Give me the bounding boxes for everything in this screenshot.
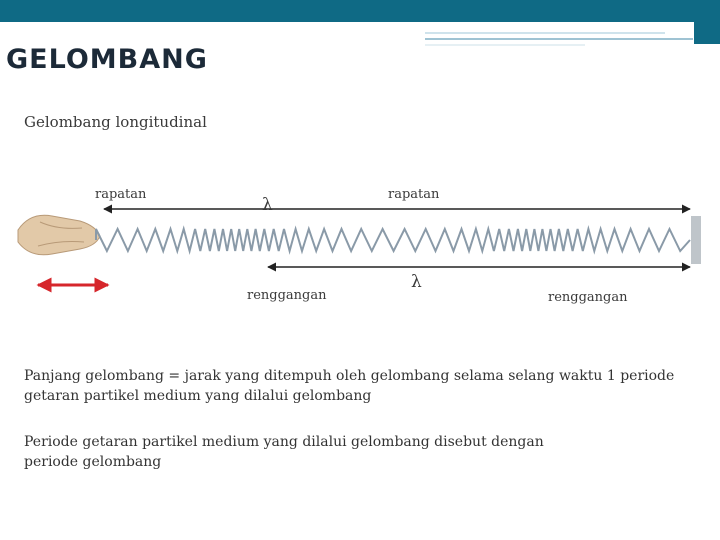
compression-label-right: rapatan [388,187,440,202]
period-definition [24,432,664,472]
compression-label-left: rapatan [95,187,147,202]
wavelength-definition [24,366,675,406]
paragraph-line: getaran partikel medium yang dilalui gelombang [24,388,372,404]
rarefaction-label-left: renggangan [247,288,327,303]
rarefaction-label-right: renggangan [548,290,628,305]
paragraph-line: Panjang gelombang = jarak yang ditempuh oleh gelombang selama selang waktu 1 periode [24,368,675,384]
paragraph-line: periode gelombang [24,454,162,470]
spring-coil-icon [96,229,690,251]
wall-icon [691,216,701,264]
wavelength-symbol-top: λ [262,195,273,215]
hand-icon [18,215,100,255]
wavelength-symbol-bottom: λ [411,272,422,292]
paragraph-line: Periode getaran partikel medium yang dilalui gelombang disebut dengan [24,434,544,450]
diagram-subtitle: Gelombang longitudinal [24,113,207,131]
slide-title: GELOMBANG [6,44,208,75]
